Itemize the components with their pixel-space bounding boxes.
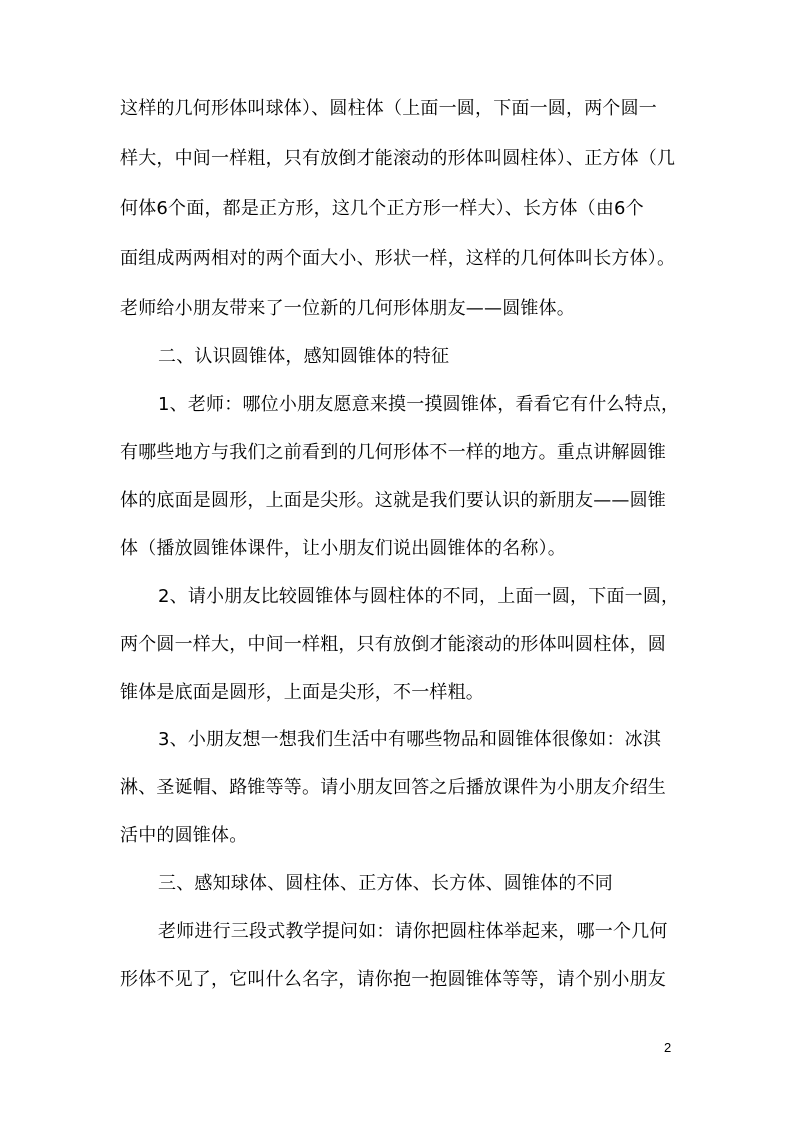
text-line: 面组成两两相对的两个面大小、形状一样，这样的几何体叫长方体）。 [120,248,676,269]
section-heading: 二、认识圆锥体，感知圆锥体的特征 [158,346,450,367]
text-line: 2、请小朋友比较圆锥体与圆柱体的不同，上面一圆，下面一圆， [158,586,680,607]
text-line: 这样的几何形体叫球体）、圆柱体（上面一圆，下面一圆，两个圆一 [120,98,657,119]
text-line: 何体6个面，都是正方形，这几个正方形一样大）、长方体（由6个 [120,198,644,219]
text-line: 老师进行三段式教学提问如：请你把圆柱体举起来，哪一个几何 [158,921,668,942]
text-line: 体的底面是圆形，上面是尖形。这就是我们要认识的新朋友——圆锥 [120,490,666,511]
text-line: 3、小朋友想一想我们生活中有哪些物品和圆锥体很像如：冰淇 [158,729,662,750]
page-number: 2 [664,1040,672,1055]
text-line: 有哪些地方与我们之前看到的几何形体不一样的地方。重点讲解圆锥 [120,442,666,463]
section-heading: 三、感知球体、圆柱体、正方体、长方体、圆锥体的不同 [158,873,613,894]
text-line: 形体不见了，它叫什么名字，请你抱一抱圆锥体等等，请个别小朋友 [120,969,666,990]
text-line: 1、老师：哪位小朋友愿意来摸一摸圆锥体，看看它有什么特点， [158,394,680,415]
text-line: 淋、圣诞帽、路锥等等。请小朋友回答之后播放课件为小朋友介绍生 [120,777,666,798]
text-line: 体（播放圆锥体课件，让小朋友们说出圆锥体的名称）。 [120,538,566,559]
text-line: 锥体是底面是圆形，上面是尖形，不一样粗。 [120,682,484,703]
text-line: 样大，中间一样粗，只有放倒才能滚动的形体叫圆柱体）、正方体（几 [120,148,676,169]
text-line: 老师给小朋友带来了一位新的几何形体朋友——圆锥体。 [120,298,575,319]
text-line: 两个圆一样大，中间一样粗，只有放倒才能滚动的形体叫圆柱体，圆 [120,634,666,655]
text-line: 活中的圆锥体。 [120,825,248,846]
